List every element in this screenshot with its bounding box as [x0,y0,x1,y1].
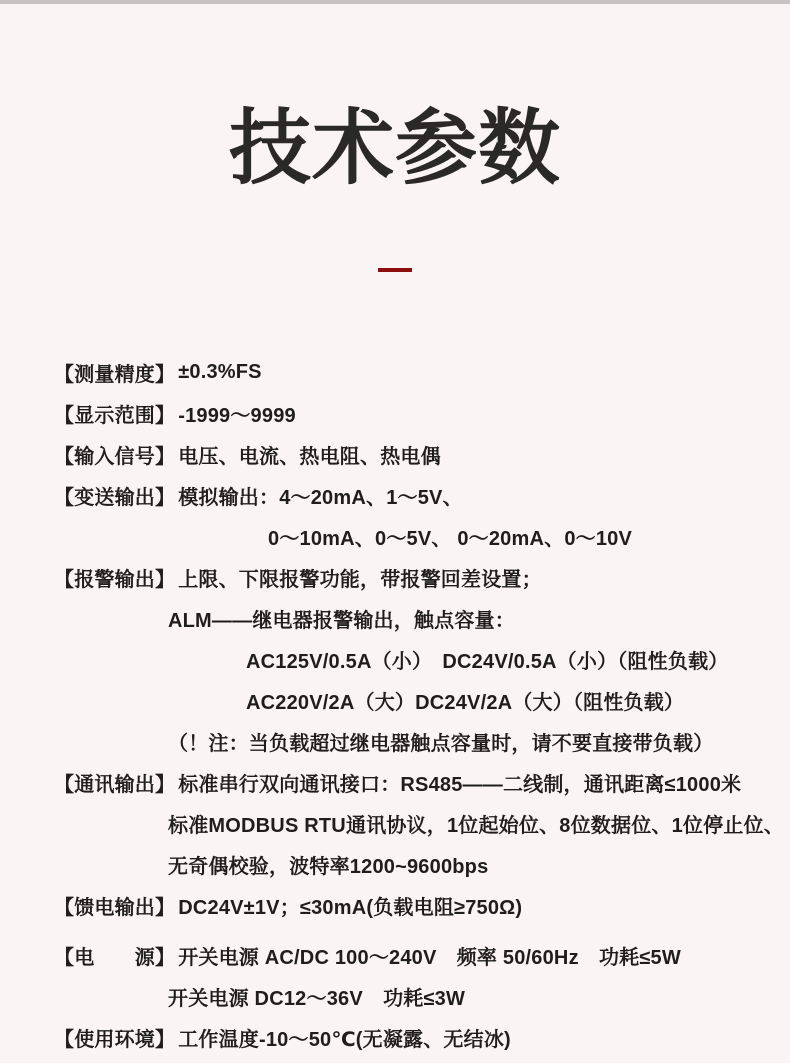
spec-value: （！注：当负载超过继电器触点容量时，请不要直接带负载） [168,733,714,756]
spec-value: 无奇偶校验，波特率1200~9600bps [168,856,489,879]
spec-row-measure-accuracy [0,352,790,393]
spec-label: 【报警输出】 [54,569,176,592]
spec-value: AC220V/2A（大）DC24V/2A（大）（阻性负载） [246,692,685,715]
spec-label: 【显示范围】 [54,405,176,428]
spec-row-comm-output [0,762,790,803]
spec-value: 电压、电流、热电阻、热电偶 [178,446,441,469]
spec-label: 【变送输出】 [54,487,176,510]
spec-row-power [0,935,790,976]
page-title: 技术参数 [228,103,561,194]
spec-label: 【测量精度】 [54,364,176,387]
spec-label: 【使用环境】 [54,1029,176,1052]
spec-row-alarm-contact-large [0,680,790,721]
spec-row-feed-output [0,885,790,926]
spec-row-transmit-output [0,475,790,516]
spec-value: 0～10mA、0～5V、 0～20mA、0～10V [268,528,633,551]
spec-label: 【输入信号】 [54,446,176,469]
spec-row-alarm-note [0,721,790,762]
spec-value: 上限、下限报警功能，带报警回差设置； [178,569,542,592]
spec-value: AC125V/0.5A（小） DC24V/0.5A（小）（阻性负载） [246,651,729,674]
title-underline [378,268,412,272]
spec-label: 【电 源】 [54,947,176,970]
spec-row-comm-baud [0,844,790,885]
spec-row-alarm-contact-small [0,639,790,680]
spec-value: -1999～9999 [178,405,296,428]
spec-row-transmit-output-cont [0,516,790,557]
spec-label: 【通讯输出】 [54,774,176,797]
spec-value: 开关电源 AC/DC 100～240V 频率 50/60Hz 功耗≤5W [178,947,681,970]
spec-row-input-signal [0,434,790,475]
spec-value: ±0.3%FS [178,361,262,384]
spec-list [0,352,790,1058]
spec-row-display-range [0,393,790,434]
spec-value: 开关电源 DC12～36V 功耗≤3W [168,988,466,1011]
spec-label: 【馈电输出】 [54,897,176,920]
spec-row-comm-protocol [0,803,790,844]
spec-value: DC24V±1V；≤30mA(负载电阻≥750Ω) [178,897,523,920]
spec-row-environment [0,1017,790,1058]
spec-row-power-cont [0,976,790,1017]
spec-value: 模拟输出：4～20mA、1～5V、 [178,487,463,510]
spec-row-alarm-output [0,557,790,598]
spec-value: 标准串行双向通讯接口：RS485——二线制，通讯距离≤1000米 [178,774,742,797]
spec-value: 标准MODBUS RTU通讯协议，1位起始位、8位数据位、1位停止位、 [168,815,784,838]
spec-value: 工作温度-10～50℃(无凝露、无结冰) [178,1029,511,1052]
spec-row-alarm-relay [0,598,790,639]
spec-value: ALM——继电器报警输出，触点容量： [168,610,515,633]
